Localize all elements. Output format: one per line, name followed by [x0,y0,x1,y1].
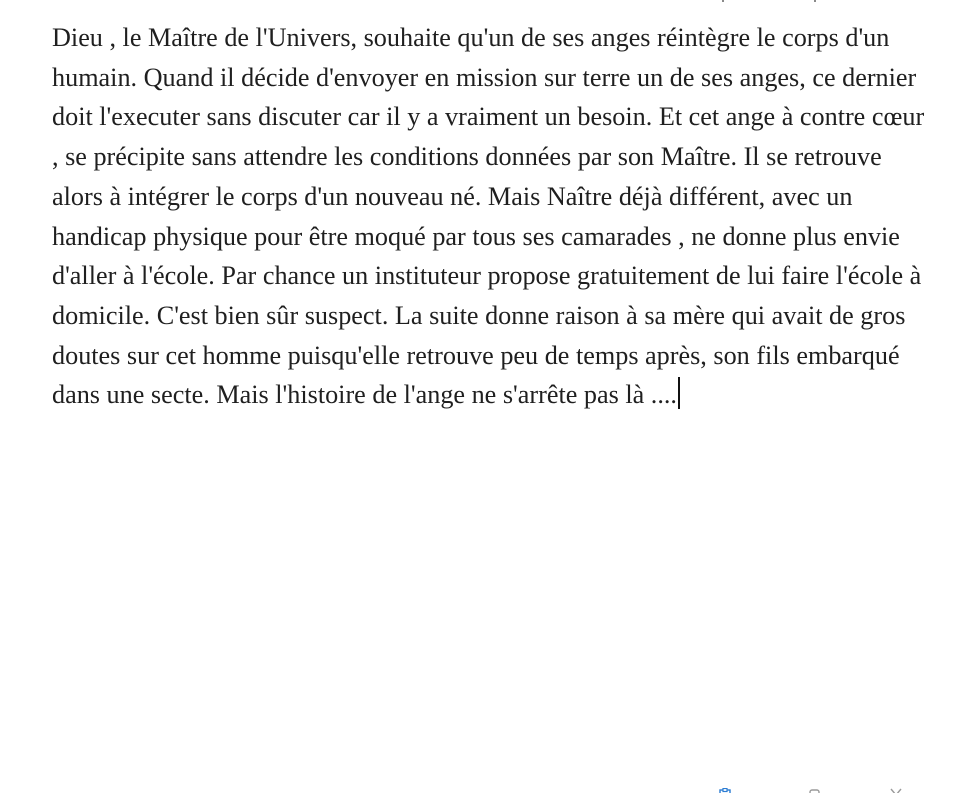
document-paragraph: Dieu , le Maître de l'Univers, souhaite qu'un de ses anges réintègre le corps d'un humain. Quand il décide d'envoyer en mission sur terre un de ses anges, ce dernier doit l'executer sans discuter car il y a vraiment un besoin. Et cet ange à contre cœur , se précipite sans attendre les conditions données par son Maître. Il se retrouve alors à intégrer le corps d'un nouveau né. Mais Naître déjà différent, avec un handicap physique pour être moqué par tous ses camarades , ne donne plus envie d'aller à l'école. Par chance un instituteur propose gratuitement de lui faire l'école à domicile. C'est bien sûr suspect. La suite donne raison à sa mère qui avait de gros doutes sur cet homme puisqu'elle retrouve peu de temps après, son fils embarqué dans une secte. Mais l'histoire de l'ange ne s'arrête pas là .... [52,23,925,410]
toolbar-tick-left [722,0,724,2]
document-body[interactable] [52,18,932,415]
square-icon[interactable] [808,788,822,793]
clipboard-icon[interactable] [718,788,732,793]
top-toolbar-edge [720,0,820,4]
text-cursor [678,377,680,409]
chevron-down-icon[interactable] [889,788,903,793]
toolbar-tick-right [814,0,816,2]
bottom-toolbar [700,782,940,793]
